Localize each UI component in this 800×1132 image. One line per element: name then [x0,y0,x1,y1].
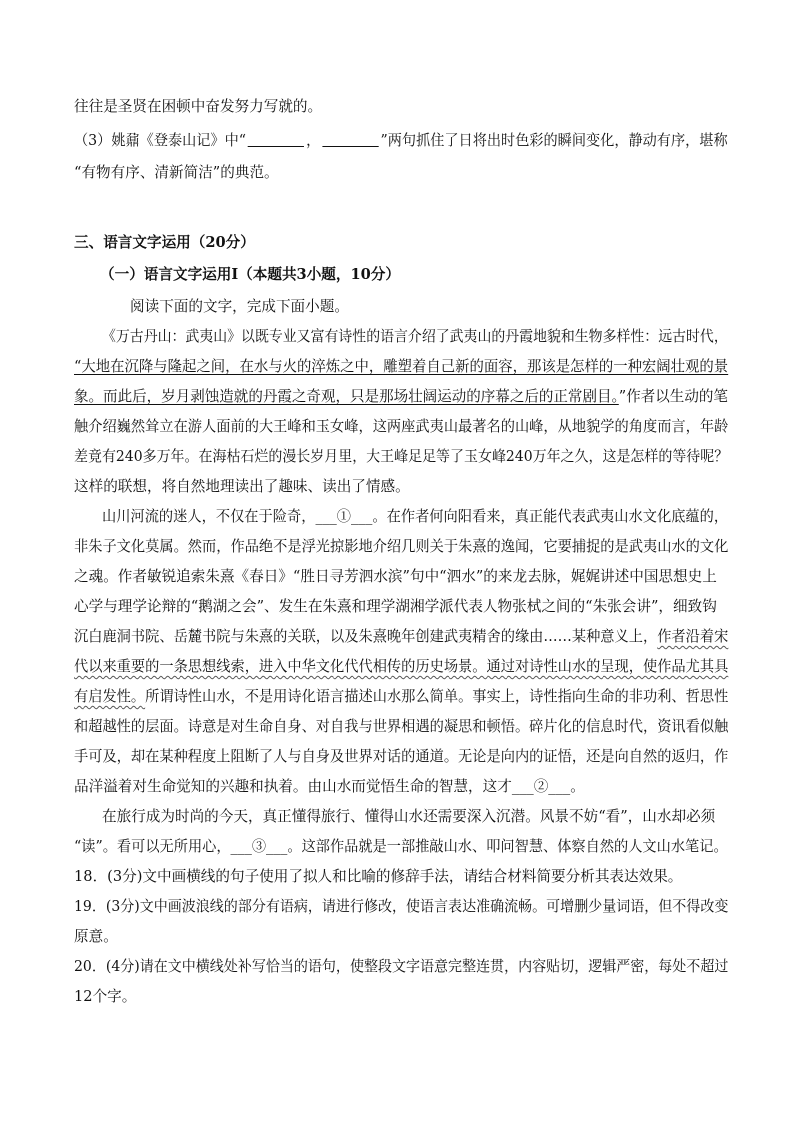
wavy-underlined-text: 作者沿着宋 [657,628,729,645]
passage-line: 差竟有240多万年。在海枯石烂的漫长岁月里，大王峰足足等了玉女峰240万年之久，这是怎样的等待呢？ [74,448,729,465]
passage-line: 在旅行成为时尚的今天，真正懂得旅行、懂得山水还需要深入沉潜。风景不妨“看”，山水却必须 [102,808,716,825]
passage-line: 这样的联想，将自然地理读出了趣味、读出了情感。 [74,478,410,495]
passage-line: 和超越性的层面。诗意是对生命自身、对自我与世界相遇的凝思和顿悟。碎片化的信息时代，资讯看似触 [74,718,729,735]
wavy-underlined-text: 有启发性。 [74,688,146,705]
question-18: 18．(3分)文中画横线的句子使用了拟人和比喻的修辞手法，请结合材料简要分析其表达效果。 [74,868,683,885]
underlined-line: “大地在沉降与隆起之间，在水与火的淬炼之中，雕塑着自己新的面容，那该是怎样的一种宏阔壮观的景 [74,358,729,375]
instruction-text: 阅读下面的文字，完成下面小题。 [130,298,349,315]
text-fragment: ”作者以生动的笔 [618,388,728,405]
text-fragment: ”两句抓住了日将出时色彩的瞬间变化，静动有序，堪称 [380,132,728,149]
passage-line: 心学与理学论辩的“鹅湖之会”、发生在朱熹和理学湖湘学派代表人物张栻之间的“朱张会讲”，细致钩 [74,598,717,615]
passage-line [74,687,728,707]
passage-line: 触介绍巍然耸立在游人面前的大王峰和玉女峰，这两座武夷山最著名的山峰，从地貌学的角度而言，年龄 [74,418,729,435]
passage-line: 手可及，却在某种程度上阻断了人与自身及世界对话的通道。无论是向内的证悟，还是向自然的返归，作 [74,748,729,765]
text-line: 往往是圣贤在困顿中奋发努力写就的。 [74,98,323,115]
text-fragment: 沉白鹿洞书院、岳麓书院与朱熹的关联，以及朱熹晚年创建武夷精舍的缘由……某种意义上， [74,628,658,645]
text-fragment: ， [306,132,321,149]
question-19-cont: 原意。 [74,928,118,945]
passage-line: 品洋溢着对生命觉知的兴趣和执着。由山水而觉悟生命的智慧，这才___②___。 [74,778,585,795]
passage-line: 《万古丹山：武夷山》以既专业又富有诗性的语言介绍了武夷山的丹霞地貌和生物多样性：远古时代， [102,328,728,345]
fill-blank[interactable] [248,132,304,147]
wavy-underlined-line: 代以来重要的一条思想线索，进入中华文化代代相传的历史场景。通过对诗性山水的呈现，使作品尤其具 [74,658,729,675]
section-title: 三、语言文字运用（20分） [74,234,255,251]
subsection-title: （一）语言文字运用Ⅰ（本题共3小题，10分） [100,266,400,283]
underlined-sentence: 象。而此后，岁月剥蚀造就的丹霞之奇观，只是那场壮阔运动的序幕之后的正常剧目。 [74,388,619,405]
text-line: “有物有序、清新简洁”的典范。 [74,164,279,181]
passage-line [74,627,728,647]
text-fragment: （3）姚鼐《登泰山记》中“ [74,132,247,149]
question-19: 19．(3分)文中画波浪线的部分有语病，请进行修改，使语言表达准确流畅。可增删少量词语，但不得改变 [74,898,729,915]
text-fragment: 所谓诗性山水，不是用诗化语言描述山水那么简单。事实上，诗性指向生命的非功利、哲思性 [145,688,729,705]
fill-blank[interactable] [322,132,378,147]
passage-line [74,387,728,407]
question-20: 20．(4分)请在文中横线处补写恰当的语句，使整段文字语意完整连贯，内容贴切，逻辑严密，每处不超过 [74,958,729,975]
question-20-cont: 12个字。 [74,988,137,1005]
question-3-line [74,131,728,151]
passage-line: 之魂。作者敏锐追索朱熹《春日》“胜日寻芳泗水滨”句中“泗水”的来龙去脉，娓娓讲述中国思想史上 [74,568,717,585]
passage-line: 山川河流的迷人，不仅在于险奇，___①___。在作者何向阳看来，真正能代表武夷山水文化底蕴的， [102,508,729,525]
passage-line: “读”。看可以无所用心，___③___。这部作品就是一部推敲山水、叩问智慧、体察自然的人文山水笔记。 [74,838,728,855]
passage-line: 非朱子文化莫属。然而，作品绝不是浮光掠影地介绍几则关于朱熹的逸闻，它要捕捉的是武夷山水的文化 [74,538,729,555]
